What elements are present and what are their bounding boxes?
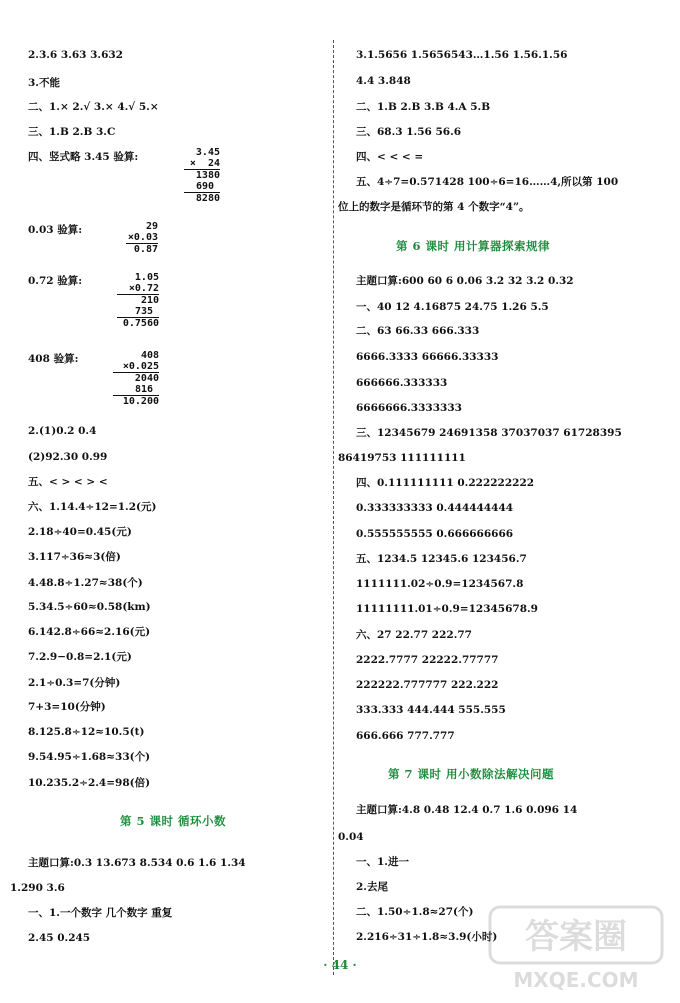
text-line: 二、63 66.33 666.333 <box>356 325 480 337</box>
text-line: 五、< > < > < <box>28 476 108 488</box>
text-line: 三、68.3 1.56 56.6 <box>356 126 462 138</box>
section-heading: 第 5 课时 循环小数 <box>120 814 227 828</box>
text-line: 六、1.14.4÷12=1.2(元) <box>28 501 157 513</box>
text-line: 0.72 验算: <box>28 275 83 287</box>
text-line: 9.54.95÷1.68≈33(个) <box>28 751 151 763</box>
text-line: 6.142.8÷66≈2.16(元) <box>28 626 151 638</box>
text-line: 666666.333333 <box>356 377 448 389</box>
right-column <box>338 0 680 960</box>
text-line: 5.34.5÷60≈0.58(km) <box>28 601 151 613</box>
section-heading: 第 6 课时 用计算器探索规律 <box>396 239 551 253</box>
text-line: 86419753 111111111 <box>338 452 466 464</box>
text-line: 二、1.× 2.√ 3.× 4.√ 5.× <box>28 101 159 113</box>
text-line: 2.去尾 <box>356 881 388 893</box>
text-line: 3.不能 <box>28 77 60 89</box>
text-line: 7.2.9−0.8=2.1(元) <box>28 651 132 663</box>
text-line: 408 验算: <box>28 353 79 365</box>
text-line: 6666.3333 66666.33333 <box>356 351 499 363</box>
text-line: 0.333333333 0.444444444 <box>356 502 514 514</box>
text-line: 333.333 444.444 555.555 <box>356 704 506 716</box>
text-line: 五、1234.5 12345.6 123456.7 <box>356 553 527 565</box>
text-line: 三、1.B 2.B 3.C <box>28 126 116 138</box>
text-line: 4.4 3.848 <box>356 75 411 87</box>
text-line: 0.03 验算: <box>28 224 83 236</box>
text-line: (2)92.30 0.99 <box>28 451 108 463</box>
text-line: 3.1.5656 1.5656543…1.56 1.56.1.56 <box>356 49 568 61</box>
text-line: 主题口算:4.8 0.48 12.4 0.7 1.6 0.096 14 <box>356 804 578 816</box>
text-line: 1.290 3.6 <box>10 882 65 894</box>
text-line: 一、40 12 4.16875 24.75 1.26 5.5 <box>356 301 549 313</box>
left-column <box>0 0 330 960</box>
text-line: 2.1÷0.3=7(分钟) <box>28 677 121 689</box>
svg-text:答案圈: 答案圈 <box>525 917 627 957</box>
text-line: 8.125.8÷12≈10.5(t) <box>28 726 145 738</box>
text-line: 2.3.6 3.63 3.632 <box>28 49 123 61</box>
text-line: 位上的数字是循环节的第 4 个数字“4”。 <box>338 201 530 213</box>
text-line: 一、1.进一 <box>356 856 409 868</box>
text-line: 10.235.2÷2.4=98(倍) <box>28 777 151 789</box>
watermark-logo <box>486 903 666 995</box>
text-line: 四、< < < = <box>356 151 424 163</box>
text-line: 四、0.111111111 0.222222222 <box>356 477 535 489</box>
vertical-calculation: 3.45 × 24 1380 690 8280 <box>184 147 220 204</box>
vertical-calculation: 1.05 ×0.72 210 735 0.7560 <box>117 272 159 329</box>
svg-text:MXQE.COM: MXQE.COM <box>513 968 639 992</box>
vertical-calculation: 408 ×0.025 2040 816 10.200 <box>113 350 159 407</box>
column-divider <box>333 40 334 975</box>
text-line: 六、27 22.77 222.77 <box>356 629 472 641</box>
text-line: 2.18÷40=0.45(元) <box>28 526 132 538</box>
text-line: 3.117÷36≈3(倍) <box>28 551 121 563</box>
page-number: · 44 · <box>323 958 357 972</box>
text-line: 2.45 0.245 <box>28 932 91 944</box>
text-line: 五、4÷7=0.571428 100÷6=16……4,所以第 100 <box>356 176 619 188</box>
text-line: 2222.7777 22222.77777 <box>356 654 499 666</box>
text-line: 2.216÷31÷1.8≈3.9(小时) <box>356 931 498 943</box>
text-line: 6666666.3333333 <box>356 402 462 414</box>
text-line: 0.555555555 0.666666666 <box>356 528 514 540</box>
text-line: 1111111.02÷0.9=1234567.8 <box>356 578 524 590</box>
text-line: 11111111.01÷0.9=12345678.9 <box>356 603 538 615</box>
section-heading: 第 7 课时 用小数除法解决问题 <box>388 767 555 781</box>
text-line: 主题口算:600 60 6 0.06 3.2 32 3.2 0.32 <box>356 275 574 287</box>
text-line: 三、12345679 24691358 37037037 61728395 <box>356 427 622 439</box>
text-line: 主题口算:0.3 13.673 8.534 0.6 1.6 1.34 <box>28 857 246 869</box>
text-line: 一、1.一个数字 几个数字 重复 <box>28 907 173 919</box>
text-line: 二、1.50÷1.8≈27(个) <box>356 906 474 918</box>
vertical-calculation: 29 ×0.03 0.87 <box>127 221 158 255</box>
text-line: 4.48.8÷1.27≈38(个) <box>28 577 143 589</box>
text-line: 四、竖式略 3.45 验算: <box>28 151 139 163</box>
text-line: 666.666 777.777 <box>356 730 455 742</box>
text-line: 二、1.B 2.B 3.B 4.A 5.B <box>356 101 491 113</box>
text-line: 222222.777777 222.222 <box>356 679 499 691</box>
text-line: 2.(1)0.2 0.4 <box>28 425 97 437</box>
text-line: 7+3=10(分钟) <box>28 701 106 713</box>
text-line: 0.04 <box>338 831 364 843</box>
